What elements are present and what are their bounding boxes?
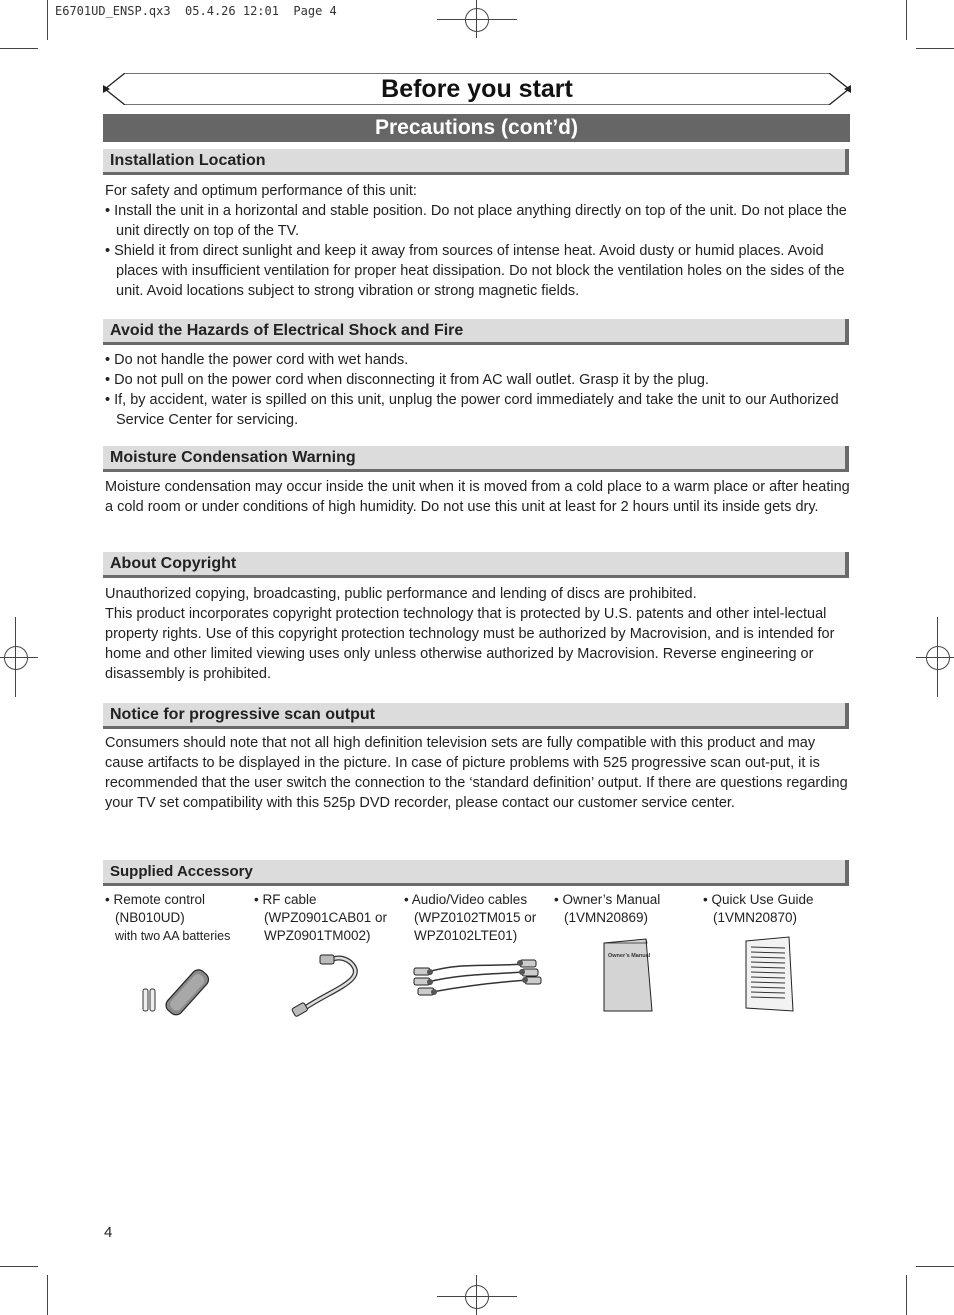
crop-mark [916,48,954,49]
page-subtitle: Precautions (cont’d) [103,114,850,142]
paragraph: This product incorporates copyright protection technology that is protected by U.S. patents and other intel-lectual property rights. Use of this copyright protection technology must be authorized by Macrovision, and is intended for home and other limited viewing uses only unless otherwise authorized by Macrovision. Reverse engineering or disassembly is prohibited. [105,606,835,682]
crop-mark [47,1275,48,1315]
section-heading-text: About Copyright [110,555,237,572]
owners-manual-icon [600,935,658,1015]
quick-use-guide-icon [743,935,798,1015]
section-heading-text: Avoid the Hazards of Electrical Shock and Fire [110,322,464,339]
accessory-name: • Owner’s Manual [554,892,661,907]
accessory-name: • Remote control [105,892,206,907]
accessory-rf-cable [254,891,387,945]
section-heading-progressive-scan [103,703,849,729]
manual-cover-text: Owner’s Manual [608,953,651,959]
section-body-progressive-scan [105,733,850,813]
av-cables-icon [410,952,545,1004]
section-heading-electrical-hazards [103,319,849,345]
bullet-item: • If, by accident, water is spilled on this unit, unplug the power cord immediately and take the unit to our Authorized Service Center for servicing. [105,392,839,428]
section-body-electrical-hazards [105,350,850,430]
accessory-part-number: (NB010UD) [115,910,185,925]
accessory-note: with two AA batteries [115,929,231,943]
rf-cable-icon [290,950,370,1020]
remote-control-icon [140,965,215,1020]
crop-mark [916,1266,954,1267]
section-heading-text: Notice for progressive scan output [110,706,375,723]
accessory-quick-use-guide [703,891,814,927]
section-heading-text: Moisture Condensation Warning [110,449,356,466]
crop-mark [0,48,38,49]
bullet-item: • Do not pull on the power cord when disconnecting it from AC wall outlet. Grasp it by the plug. [105,372,709,388]
crop-mark [906,0,907,40]
accessory-part-number: WPZ0901TM002) [264,928,371,943]
accessory-part-number: (WPZ0901CAB01 or [264,910,388,925]
accessory-remote-control [105,891,230,945]
crop-mark [906,1275,907,1315]
section-heading-supplied-accessory [103,860,849,886]
accessory-part-number: (1VMN20870) [713,910,798,925]
accessory-owners-manual [554,891,660,927]
section-body-installation [105,181,850,301]
section-body-moisture [105,477,850,517]
paragraph: Moisture condensation may occur inside the unit when it is moved from a cold place to a warm place or after heating a cold room or under conditions of high humidity. Do not use this unit at least for 2 hours until its inside gets dry. [105,479,850,515]
bullet-item: • Install the unit in a horizontal and stable position. Do not place anything directly on top of the unit. Do not place the unit directly on top of the TV. [105,203,847,239]
accessory-name: • Audio/Video cables [404,892,528,907]
paragraph: Consumers should note that not all high definition television sets are fully compatible with this product and may cause artifacts to be displayed in the picture. In case of picture problems with 525 progressive scan out-put, it is recommended that the user switch the connection to the ‘standard definition’ output. If there are questions regarding your TV set compatibility with this 525p DVD recorder, please contact our customer service center. [105,735,848,811]
section-heading-text: Supplied Accessory [110,863,253,880]
page-title: Before you start [381,75,573,103]
section-heading-text: Installation Location [110,152,266,169]
title-banner [103,73,851,105]
crop-mark [0,1266,38,1267]
crop-mark [47,0,48,40]
accessory-part-number: WPZ0102LTE01) [414,928,518,943]
section-heading-moisture [103,446,849,472]
accessory-part-number: (1VMN20869) [564,910,649,925]
accessory-name: • Quick Use Guide [703,892,814,907]
section-heading-installation [103,149,849,175]
accessory-av-cables [404,891,536,945]
accessory-part-number: (WPZ0102TM015 or [414,910,537,925]
paragraph: Unauthorized copying, broadcasting, public performance and lending of discs are prohibited. [105,586,697,602]
bullet-item: • Do not handle the power cord with wet hands. [105,352,409,368]
section-body-copyright [105,584,850,684]
bullet-item: • Shield it from direct sunlight and keep it away from sources of intense heat. Avoid dusty or humid places. Avoid places with insufficient ventilation for proper heat dissipation. Do not block the ventilation holes on the sides of the unit. Avoid locations subject to strong vibration or strong magnetic fields. [105,243,845,299]
print-header: E6701UD_ENSP.qx3 05.4.26 12:01 Page 4 [55,4,337,18]
section-heading-copyright [103,552,849,578]
accessory-name: • RF cable [254,892,317,907]
page-number: 4 [104,1224,113,1241]
paragraph: For safety and optimum performance of this unit: [105,183,417,199]
